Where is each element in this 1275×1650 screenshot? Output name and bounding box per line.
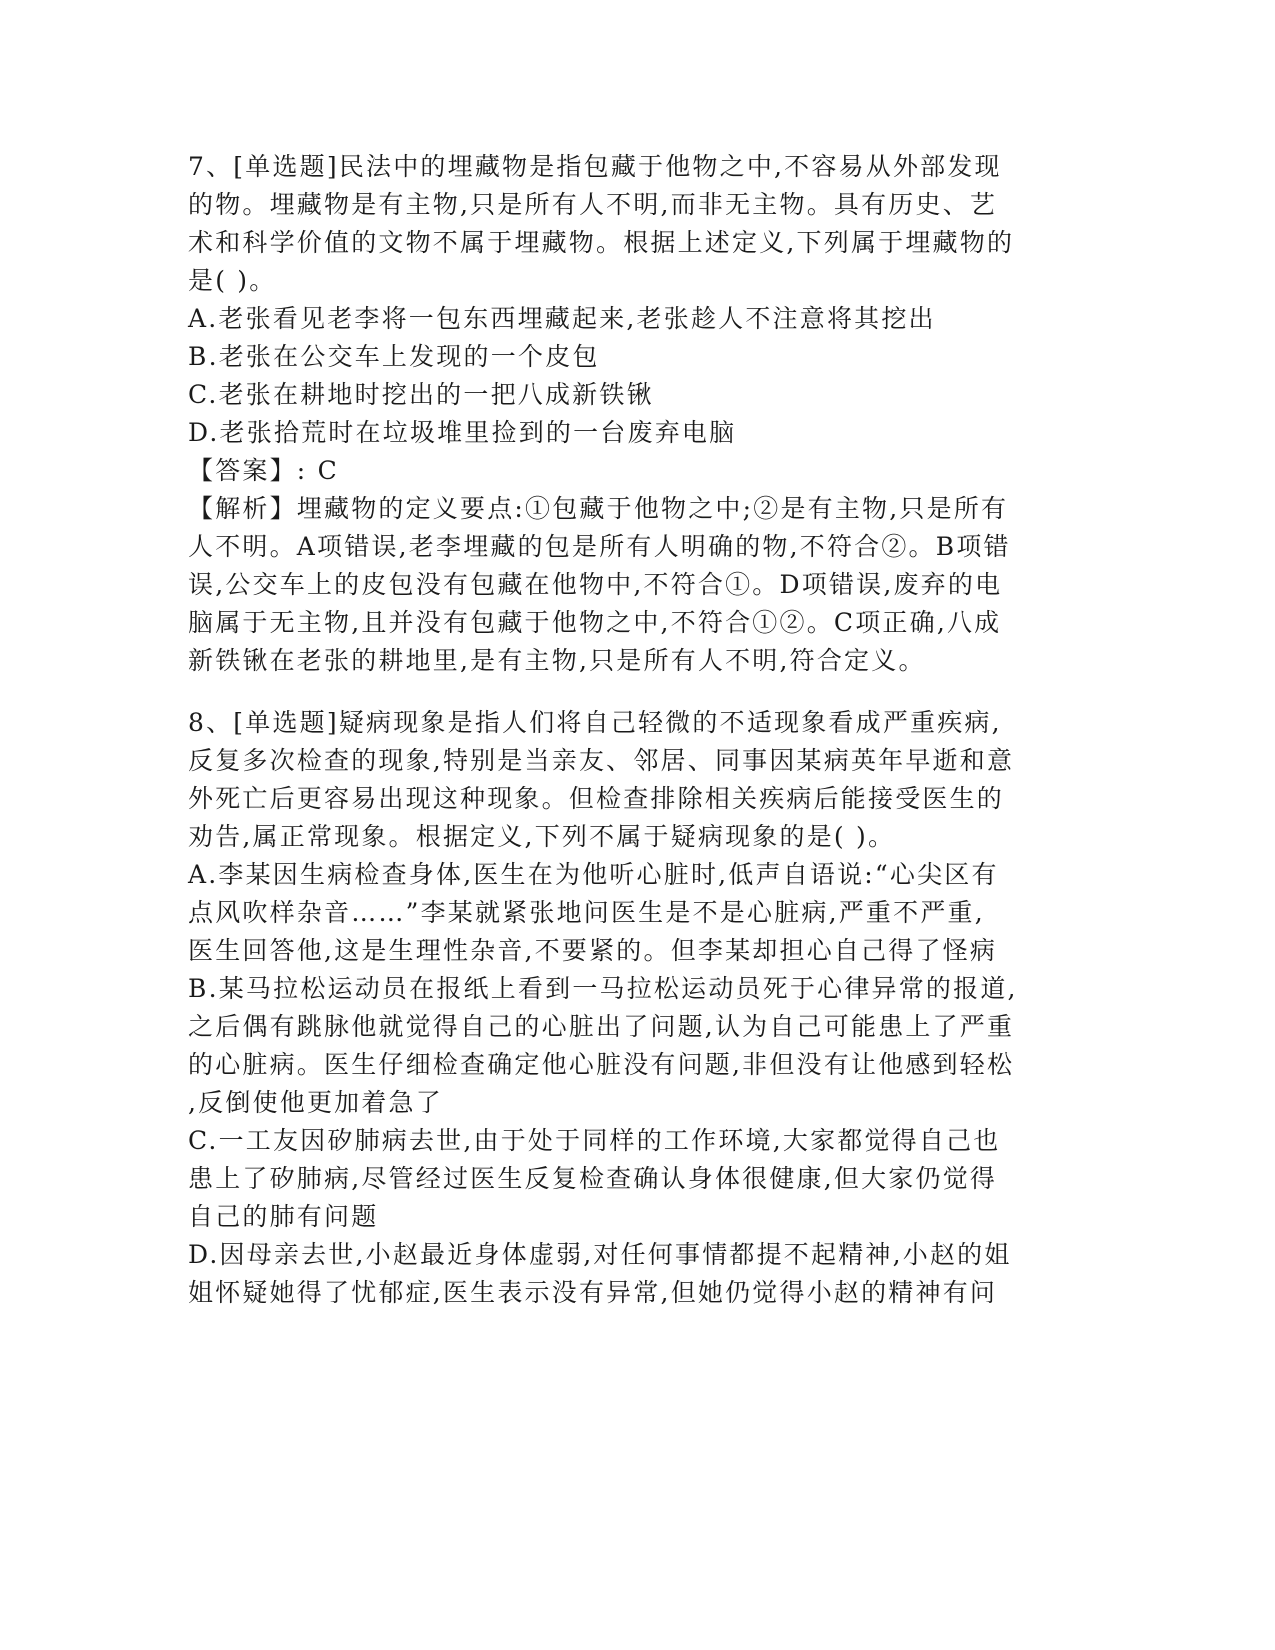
- stem-line: 劝告,属正常现象。根据定义,下列不属于疑病现象的是( )。: [188, 822, 896, 851]
- option-line: 的心脏病。医生仔细检查确定他心脏没有问题,非但没有让他感到轻松: [188, 1050, 1015, 1079]
- question-7-options: [188, 300, 1068, 452]
- question-8: [188, 704, 1068, 1312]
- option-b: B.老张在公交车上发现的一个皮包: [188, 342, 600, 371]
- option-line: A.李某因生病检查身体,医生在为他听心脏时,低声自语说:“心尖区有: [188, 860, 999, 889]
- option-c: C.老张在耕地时挖出的一把八成新铁锹: [188, 380, 654, 409]
- option-line: 点风吹样杂音……”李某就紧张地问医生是不是心脏病,严重不严重,: [188, 898, 985, 927]
- document-content: [188, 148, 1068, 1312]
- option-a: [188, 856, 1068, 970]
- option-line: 之后偶有跳脉他就觉得自己的心脏出了问题,认为自己可能患上了严重: [188, 1012, 1015, 1041]
- option-d: D.老张拾荒时在垃圾堆里捡到的一台废弃电脑: [188, 418, 737, 447]
- question-7: [188, 148, 1068, 680]
- stem-line: 是( )。: [188, 266, 277, 295]
- question-7-answer: 【答案】: C: [188, 456, 339, 485]
- analysis-line: 【解析】埋藏物的定义要点:①包藏于他物之中;②是有主物,只是所有: [188, 494, 1009, 523]
- analysis-line: 脑属于无主物,且并没有包藏于他物之中,不符合①②。C项正确,八成: [188, 608, 1002, 637]
- stem-line: 的物。埋藏物是有主物,只是所有人不明,而非无主物。具有历史、艺: [188, 190, 998, 219]
- question-7-analysis: [188, 490, 1068, 680]
- stem-line: 术和科学价值的文物不属于埋藏物。根据上述定义,下列属于埋藏物的: [188, 228, 1015, 257]
- option-line: C.一工友因矽肺病去世,由于处于同样的工作环境,大家都觉得自己也: [188, 1126, 1001, 1155]
- option-line: D.因母亲去世,小赵最近身体虚弱,对任何事情都提不起精神,小赵的姐: [188, 1240, 1012, 1269]
- option-line: 自己的肺有问题: [188, 1202, 379, 1231]
- analysis-line: 误,公交车上的皮包没有包藏在他物中,不符合①。D项错误,废弃的电: [188, 570, 1003, 599]
- stem-line: 反复多次检查的现象,特别是当亲友、邻居、同事因某病英年早逝和意: [188, 746, 1015, 775]
- analysis-line: 新铁锹在老张的耕地里,是有主物,只是所有人不明,符合定义。: [188, 646, 926, 675]
- option-d: [188, 1236, 1068, 1312]
- option-a: A.老张看见老李将一包东西埋藏起来,老张趁人不注意将其挖出: [188, 304, 936, 333]
- question-8-stem: [188, 704, 1068, 856]
- stem-line: 8、[单选题]疑病现象是指人们将自己轻微的不适现象看成严重疾病,: [188, 708, 1002, 737]
- option-c: [188, 1122, 1068, 1236]
- option-b: [188, 970, 1068, 1122]
- question-spacer: [188, 680, 1068, 704]
- option-line: B.某马拉松运动员在报纸上看到一马拉松运动员死于心律异常的报道,: [188, 974, 1018, 1003]
- analysis-line: 人不明。A项错误,老李埋藏的包是所有人明确的物,不符合②。B项错: [188, 532, 1011, 561]
- option-line: 医生回答他,这是生理性杂音,不要紧的。但李某却担心自己得了怪病: [188, 936, 998, 965]
- question-7-stem: [188, 148, 1068, 300]
- option-line: ,反倒使他更加着急了: [188, 1088, 443, 1117]
- question-8-options: [188, 856, 1068, 1312]
- stem-line: 7、[单选题]民法中的埋藏物是指包藏于他物之中,不容易从外部发现: [188, 152, 1002, 181]
- option-line: 患上了矽肺病,尽管经过医生反复检查确认身体很健康,但大家仍觉得: [188, 1164, 998, 1193]
- option-line: 姐怀疑她得了忧郁症,医生表示没有异常,但她仍觉得小赵的精神有问: [188, 1278, 998, 1307]
- stem-line: 外死亡后更容易出现这种现象。但检查排除相关疾病后能接受医生的: [188, 784, 1005, 813]
